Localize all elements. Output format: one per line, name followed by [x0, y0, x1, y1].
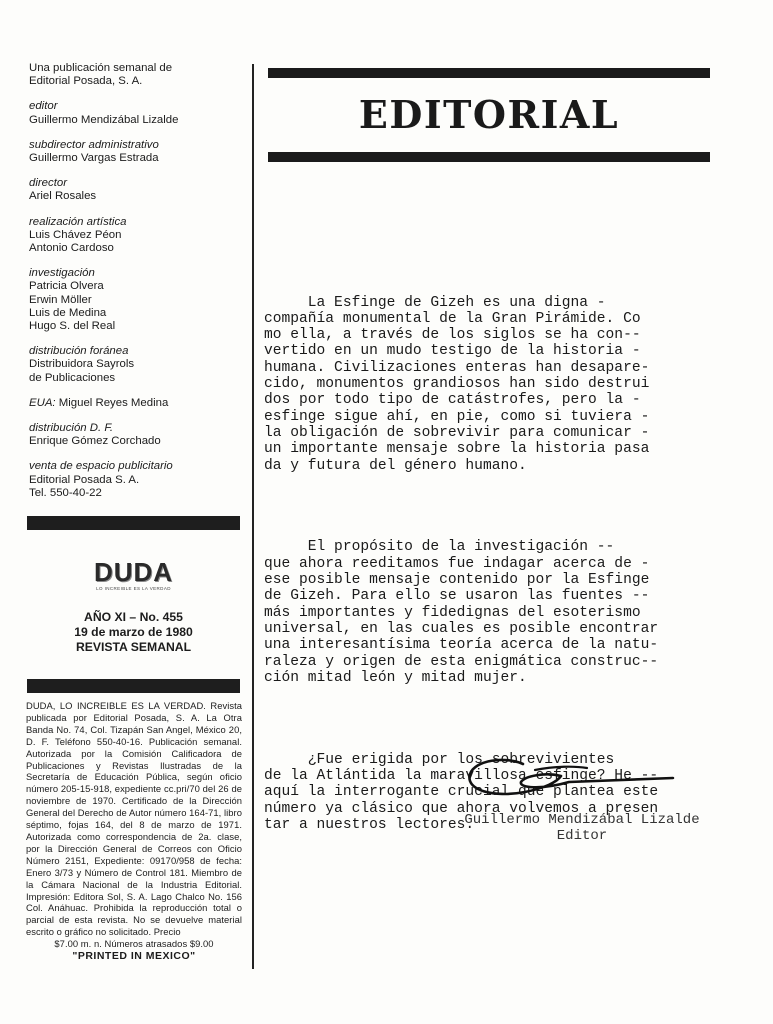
credit-name: Ariel Rosales — [29, 190, 97, 203]
issue-frequency: REVISTA SEMANAL — [75, 640, 192, 654]
credit-role: investigación — [29, 267, 95, 280]
signer-block — [447, 813, 717, 844]
credit-name: Tel. 550-40-22 — [29, 486, 102, 499]
credit-role: director — [29, 177, 67, 190]
title-rule-bottom — [268, 152, 710, 162]
credit-role: realización artística — [29, 215, 127, 228]
issue-number: AÑO XI – No. 455 — [84, 610, 183, 624]
column-divider — [252, 64, 254, 969]
title-rule-top — [268, 68, 710, 78]
paragraph: ¿Fue erigida por los sobrevivientes de la Atlántida la maravillosa esfinge? He -- aquí la interrogante crucial que plantea este número ya clásico que ahora volvemos a presen tar a nuestros lectores. — [264, 751, 659, 833]
legal-notice — [26, 700, 242, 963]
publisher-name: Editorial Posada, S. A. — [29, 75, 143, 88]
paragraph: La Esfinge de Gizeh es una digna - compañía monumental de la Gran Pirámide. Co mo ella, a través de los siglos se ha con-- vertido en un mudo testigo de la historia - humana. Civilizaciones enteras han desapare- cido, monumentos grandiosos han sido destrui dos por todo tipo de catástrofes, pero la - esfinge sigue ahí, en pie, como si tuviera - la obligación de sobrevivir para comunicar - un importante mensaje sobre la historia pasa da y futura del género humano. — [264, 294, 650, 474]
credit-role: venta de espacio publicitario — [29, 460, 173, 473]
issue-date: 19 de marzo de 1980 — [74, 625, 193, 639]
page-title: EDITORIAL — [358, 92, 620, 137]
credit-name: Miguel Reyes Medina — [58, 396, 169, 409]
signer-name: Guillermo Mendizábal Lizalde — [464, 812, 700, 828]
divider-bar — [27, 516, 240, 530]
issue-info — [27, 610, 240, 655]
signature — [465, 752, 680, 807]
price-line: $7.00 m. n. Números atrasados $9.00 — [54, 938, 214, 950]
logo-tagline: LO INCREIBLE ES LA VERDAD — [96, 586, 171, 591]
publisher-line: Una publicación semanal de — [29, 62, 173, 74]
credit-name: de Publicaciones — [29, 371, 116, 384]
credit-name: Luis Chávez Péon — [29, 228, 122, 241]
signer-title: Editor — [556, 827, 608, 844]
credit-name: Enrique Gómez Corchado — [29, 435, 161, 448]
credit-role: subdirector administrativo — [29, 138, 159, 151]
credit-name: Distribuidora Sayrols — [29, 358, 135, 371]
credit-role: EUA: — [29, 396, 56, 409]
legal-text: DUDA, LO INCREIBLE ES LA VERDAD. Revista publicada por Editorial Posada, S. A. La Otra Banda No. 74, Col. Tizapán San Angel, México 20, D. F. Teléfono 550-40-16. Publicación semanal. Autorizada por la Comisión Calificadora de Publicaciones y Revistas Ilustradas de la Secretaría de Educación Pública, según oficio número 205-15-918, expediente cc.pri/70 del 26 de noviembre de 1970. Certificado de la Dirección General del Derecho de Autor número 164-71, libro séptimo, fojas 164, del 8 de marzo de 1971. Autorizada como correspondencia de 2a. clase, por la Dirección General de Correos con Oficio Número 2151, Expediente: 09170/958 de fecha: Enero 3/73 y Número de Control 181. Miembro de la Cámara Nacional de la Industria Editorial. Impresión: Editora Sol, S. A. Lago Chalco No. 156 Col. Anáhuac. Prohibida la reproducción total o parcial de esta revista. No se devuelve material escrito o gráfico no solicitado. Precio — [26, 700, 242, 938]
divider-bar — [27, 679, 240, 693]
credit-role: editor — [29, 100, 58, 113]
printed-in-mexico: "PRINTED IN MEXICO" — [72, 950, 196, 963]
credit-name: Patricia Olvera — [29, 280, 104, 293]
credit-name: Editorial Posada S. A. — [29, 473, 140, 486]
duda-logo — [27, 558, 240, 591]
paragraph: El propósito de la investigación -- que ahora reeditamos fue indagar acerca de - ese posible mensaje contenido por la Esfinge de Gizeh. Para ello se usaron las fuentes -- más importantes y fidedignas del esoterismo universal, en las cuales es posible encontrar una interesantísima teoría acerca de la natu- raleza y origen de esta enigmática construc-- ción mitad león y mitad mujer. — [264, 539, 659, 686]
credit-role: distribución D. F. — [29, 422, 113, 435]
credit-role: distribución foránea — [29, 345, 129, 358]
credit-name: Erwin Möller — [29, 293, 92, 306]
credit-name: Guillermo Mendizábal Lizalde — [29, 113, 179, 126]
credit-name: Antonio Cardoso — [29, 242, 114, 255]
masthead-credits — [29, 62, 244, 512]
credit-name: Hugo S. del Real — [29, 320, 116, 333]
credit-name: Guillermo Vargas Estrada — [29, 152, 159, 165]
credit-name: Luis de Medina — [29, 306, 107, 319]
logo-word: DUDA — [93, 557, 174, 587]
